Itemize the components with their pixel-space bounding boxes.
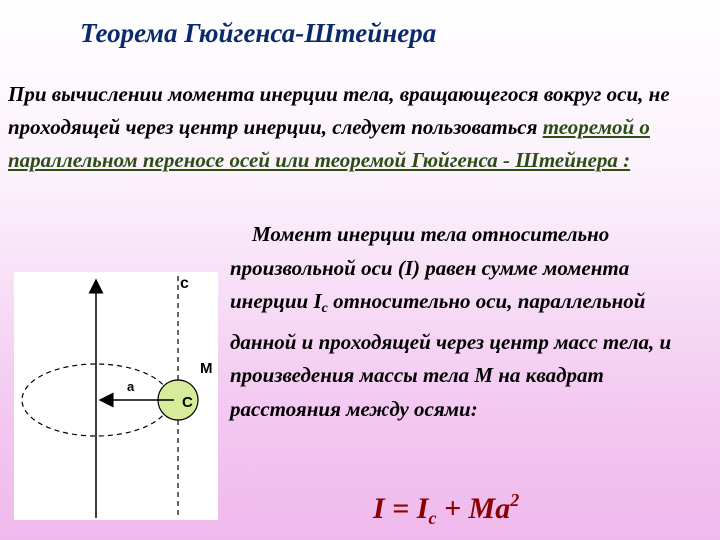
formula-lhs: I = I bbox=[373, 492, 429, 525]
label-c-top: c bbox=[180, 275, 189, 292]
statement-text-1: Момент инерции тела относительно произвольной оси (I) равен сумме момента инерции I bbox=[230, 222, 630, 313]
statement-text-2: относительно оси, параллельной данной и проходящей через центр масс тела, и произведения массы тела M на квадрат расстояния между осями: bbox=[230, 289, 672, 421]
formula-superscript: 2 bbox=[510, 490, 520, 510]
page-title: Теорема Гюйгенса-Штейнера bbox=[80, 18, 437, 48]
formula-subscript: c bbox=[428, 508, 437, 528]
formula bbox=[373, 490, 519, 529]
diagram-svg bbox=[14, 272, 218, 520]
formula-mid: + Ma bbox=[436, 492, 511, 525]
intro-text: При вычислении момента инерции тела, вращающегося вокруг оси, не проходящей через центр инерции, следует пользоваться bbox=[8, 82, 670, 139]
label-C: C bbox=[182, 394, 193, 411]
steiner-diagram bbox=[14, 272, 218, 520]
theorem-statement bbox=[230, 218, 710, 426]
label-M: M bbox=[200, 360, 213, 377]
intro-paragraph bbox=[8, 78, 708, 177]
label-a: a bbox=[127, 379, 135, 394]
theorem-link[interactable]: теоремой о параллельном переносе осей или теоремой Гюйгенса - Штейнера : bbox=[8, 115, 650, 172]
statement-subscript-c: c bbox=[321, 301, 328, 316]
